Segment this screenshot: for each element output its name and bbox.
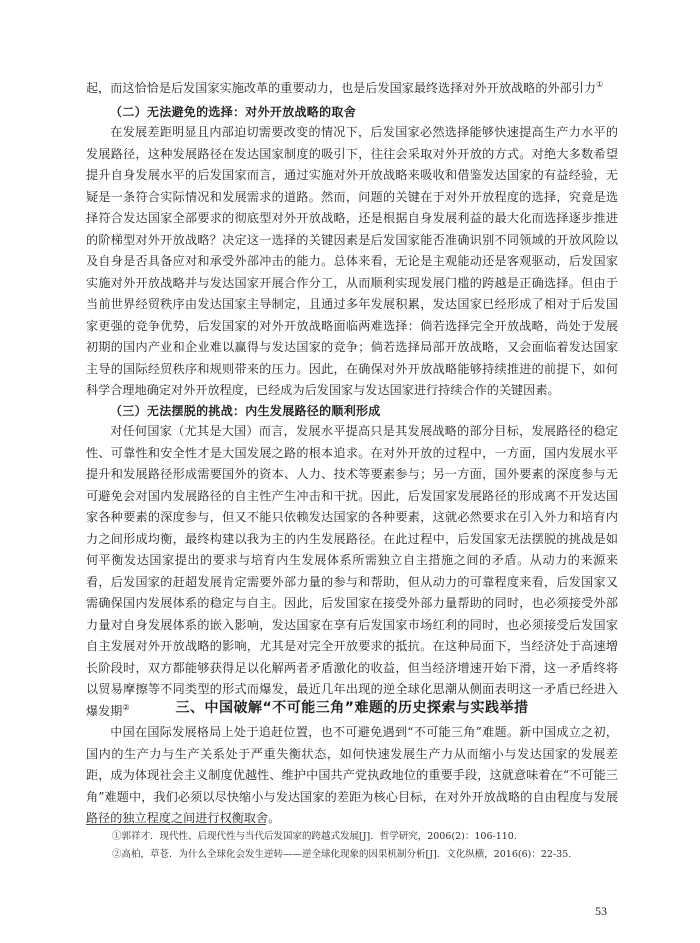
footnote-divider: [86, 824, 266, 825]
continuation-body: 起，而这恰恰是后发国家实施改革的重要动力，也是后发国家最终选择对外开放战略的外部引力: [86, 81, 597, 95]
subsection-3-text: 对任何国家（尤其是大国）而言，发展水平提高只是其发展战略的部分目标，发展路径的稳定性、可靠性和安全性才是大国发展之路的根本追求。在对外开放的过程中，一方面，国内发展水平提升和发展路径形成需要国外的资本、人力、技术等要素参与；另一方面，国外要素的深度参与无可避免会对国内发展路径的自主性产生冲击和干扰。因此，后发国家发展路径的形成离不开发达国家各种要素的深度参与，但又不能只依赖发达国家的各种要素，这就必然要求在引入外力和培育内力之间形成均衡，最终构建以我为主的内生发展路径。在此过程中，后发国家无法摆脱的挑战是如何平衡发达国家提出的要求与培育内生发展体系所需独立自主措施之间的矛盾。从动力的来源来看，后发国家的赶超发展肯定需要外部力量的参与和帮助，但从动力的可靠程度来看，后发国家又需确保国内发展体系的稳定与自主。因此，后发国家在接受外部力量帮助的同时，也必须接受外部力量对自身发展体系的嵌入影响，发达国家在享有后发国家市场红利的同时，也必须接受后发国家自主发展对外开放战略的影响，尤其是对完全开放要求的抵抗。在这种局面下，当经济处于高速增长阶段时，双方都能够获得足以化解两者矛盾激化的收益，但当经济增速开始下滑，这一矛盾终将以贸易摩擦等不同类型的形式而爆发，最近几年出现的逆全球化思潮从侧面表明这一矛盾已经进入爆发期: [86, 424, 618, 718]
subsection-2-paragraph: 在发展差距明显且内部迫切需要改变的情况下，后发国家必然选择能够快速提高生产力水平的发展路径，这种发展路径在发达国家制度的吸引下，往往会采取对外开放的方式。对绝大多数希望提升自身发展水平的后发国家而言，通过实施对外开放战略来吸收和借鉴发达国家的有益经验，无疑是一条符合实际情况和发展需求的道路。然而，问题的关键在于对外开放程度的选择，究竟是选择符合发达国家全部要求的彻底型对外开放战略，还是根据自身发展利益的最大化而选择逐步推进的阶梯型对外开放战略？决定这一选择的关键因素是后发国家能否准确识别不同领域的开放风险以及自身是否具备应对和承受外部冲击的能力。总体来看，无论是主观能动还是客观驱动，后发国家实施对外开放战略并与发达国家开展合作分工，从而顺利实现发展门槛的跨越是正确选择。但由于当前世界经贸秩序由发达国家主导制定，且通过多年发展积累，发达国家已经形成了相对于后发国家更强的竞争优势，后发国家的对外开放战略面临两难选择：倘若选择完全开放战略，尚处于发展初期的国内产业和企业难以赢得与发达国家的竞争；倘若选择局部开放战略，又会面临着发达国家主导的国际经贸秩序和规则带来的压力。因此，在确保对外开放战略能够持续推进的前提下，如何科学合理地确定对外开放程度，已经成为后发国家与发达国家进行持续合作的关键因素。: [86, 125, 618, 397]
subsection-2-heading: （二）无法避免的选择：对外开放战略的取舍: [110, 105, 357, 119]
section-3-body: [86, 722, 618, 830]
subsection-2-body: [86, 122, 618, 402]
subsection-3-heading: （三）无法摆脱的挑战：内生发展路径的顺利形成: [110, 404, 381, 418]
section-3-heading: 三、中国破解“不可能三角”难题的历史探索与实践举措: [175, 700, 529, 716]
continuation-text: [86, 78, 618, 100]
subsection-3-paragraph: [86, 421, 618, 722]
footnote-ref-2: ②: [122, 702, 130, 712]
continuation-paragraph: [86, 78, 618, 100]
subsection-3-body: [86, 421, 618, 722]
footnote-2: ②高柏，草苍．为什么全球化会发生逆转——逆全球化现象的因果机制分析[J]．文化纵横，2016(6)：22-35.: [112, 849, 572, 860]
footnote-ref-1: ①: [596, 79, 604, 89]
footnote-1: ①郭祥才．现代性、后现代性与当代后发国家的跨越式发展[J]．哲学研究，2006(2)：106-110.: [112, 831, 517, 842]
section-3-paragraph: 中国在国际发展格局上处于追赶位置，也不可避免遇到“不可能三角”难题。新中国成立之初，国内的生产力与生产关系处于严重失衡状态，如何快速发展生产力从而缩小与发达国家的发展差距，成为体现社会主义制度优越性、维护中国共产党执政地位的重要手段，这就意味着在“不可能三角”难题中，我们必须以尽快缩小与发达国家的差距为核心目标，在对外开放战略的自由程度与发展路径的独立程度之间进行权衡取舍。: [86, 725, 618, 825]
page-number: 53: [595, 904, 607, 918]
